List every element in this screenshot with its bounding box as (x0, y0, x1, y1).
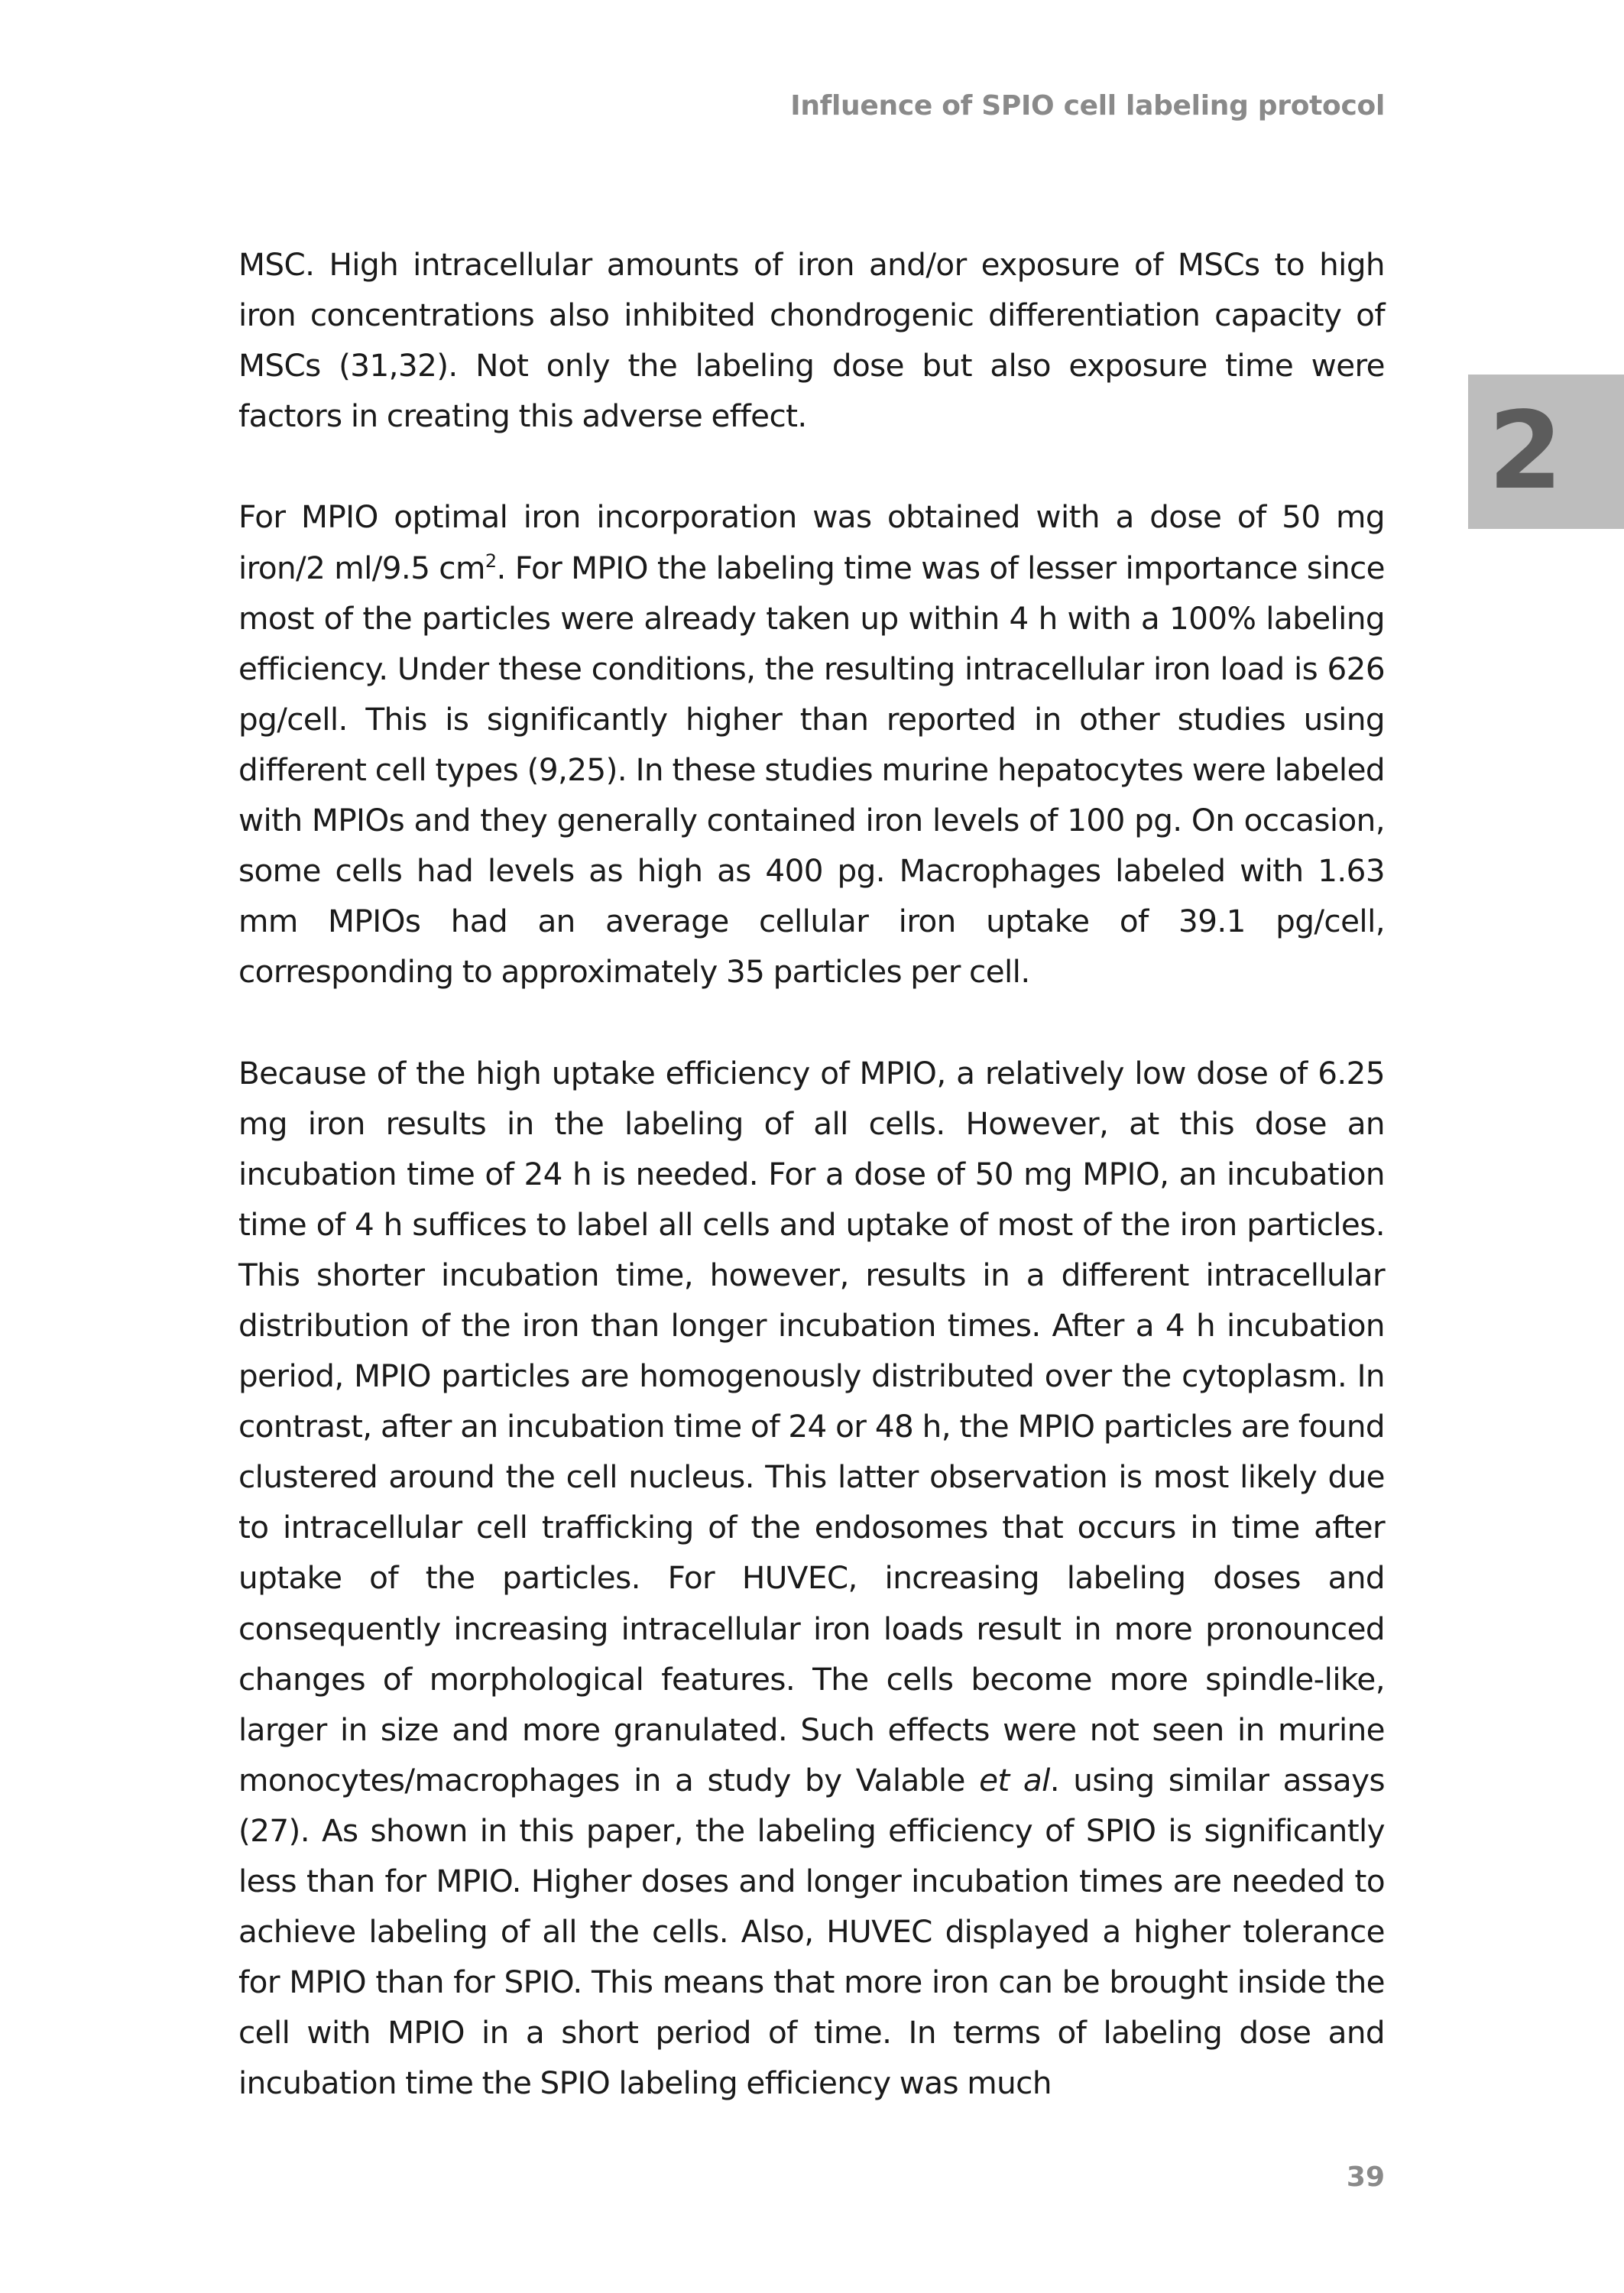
italic-et-al: et al (979, 1761, 1050, 1798)
paragraph-1: MSC. High intracellular amounts of iron and/or exposure of MSCs to high iron concentrations also inhibited chondrogenic differentiation capacity of MSCs (31,32). Not only the labeling dose but also exposure time were factors in creating this adverse effect. (238, 246, 1385, 435)
chapter-tab (1468, 375, 1624, 529)
paragraph-3 (238, 1048, 1385, 2109)
page-number: 39 (1346, 2162, 1385, 2193)
paragraph-2-text-a: For MPIO optimal iron incorporation was obtained with a dose of 50 mg iron/2 ml/9.5 cm (238, 498, 1385, 586)
paragraph-3-text-a: Because of the high uptake efficiency of MPIO, a relatively low dose of 6.25 mg iron results in the labeling of all cells. However, at this dose an incubation time of 24 h is needed. For a dose of 50 mg MPIO, an incubation time of 4 h suffices to label all cells and uptake of most of the iron particles. This shorter incubation time, however, results in a different intracellular distribution of the iron than longer incubation times. After a 4 h incubation period, MPIO particles are homogenously distributed over the cytoplasm. In contrast, after an incubation time of 24 or 48 h, the MPIO particles are found clustered around the cell nucleus. This latter observation is most likely due to intracellular cell trafficking of the endosomes that occurs in time after uptake of the particles. For HUVEC, increasing labeling doses and consequently increasing intracellular iron loads result in more pronounced changes of morphological features. The cells become more spindle-like, larger in size and more granulated. Such effects were not seen in murine monocytes/macrophages in a study by Valable (238, 1054, 1385, 1798)
running-header: Influence of SPIO cell labeling protocol (790, 90, 1385, 122)
superscript: 2 (485, 550, 497, 572)
paragraph-2-text-b: . For MPIO the labeling time was of lesser importance since most of the particles were already taken up within 4 h with a 100% labeling efficiency. Under these conditions, the resulting intracellular iron load is 626 pg/cell. This is significantly higher than reported in other studies using different cell types (9,25). In these studies murine hepatocytes were labeled with MPIOs and they generally contained iron levels of 100 pg. On occasion, some cells had levels as high as 400 pg. Macrophages labeled with 1.63 mm MPIOs had an average cellular iron uptake of 39.1 pg/cell, corresponding to approximately 35 particles per cell. (238, 549, 1385, 991)
chapter-number: 2 (1488, 389, 1563, 514)
paragraph-2 (238, 491, 1385, 997)
body-text (238, 239, 1385, 2108)
paragraph-3-text-b: . using similar assays (27). As shown in this paper, the labeling efficiency of SPIO is significantly less than for MPIO. Higher doses and longer incubation times are needed to achieve labeling of all the cells. Also, HUVEC displayed a higher tolerance for MPIO than for SPIO. This means that more iron can be brought inside the cell with MPIO in a short period of time. In terms of labeling dose and incubation time the SPIO labeling efficiency was much (238, 1761, 1385, 2102)
